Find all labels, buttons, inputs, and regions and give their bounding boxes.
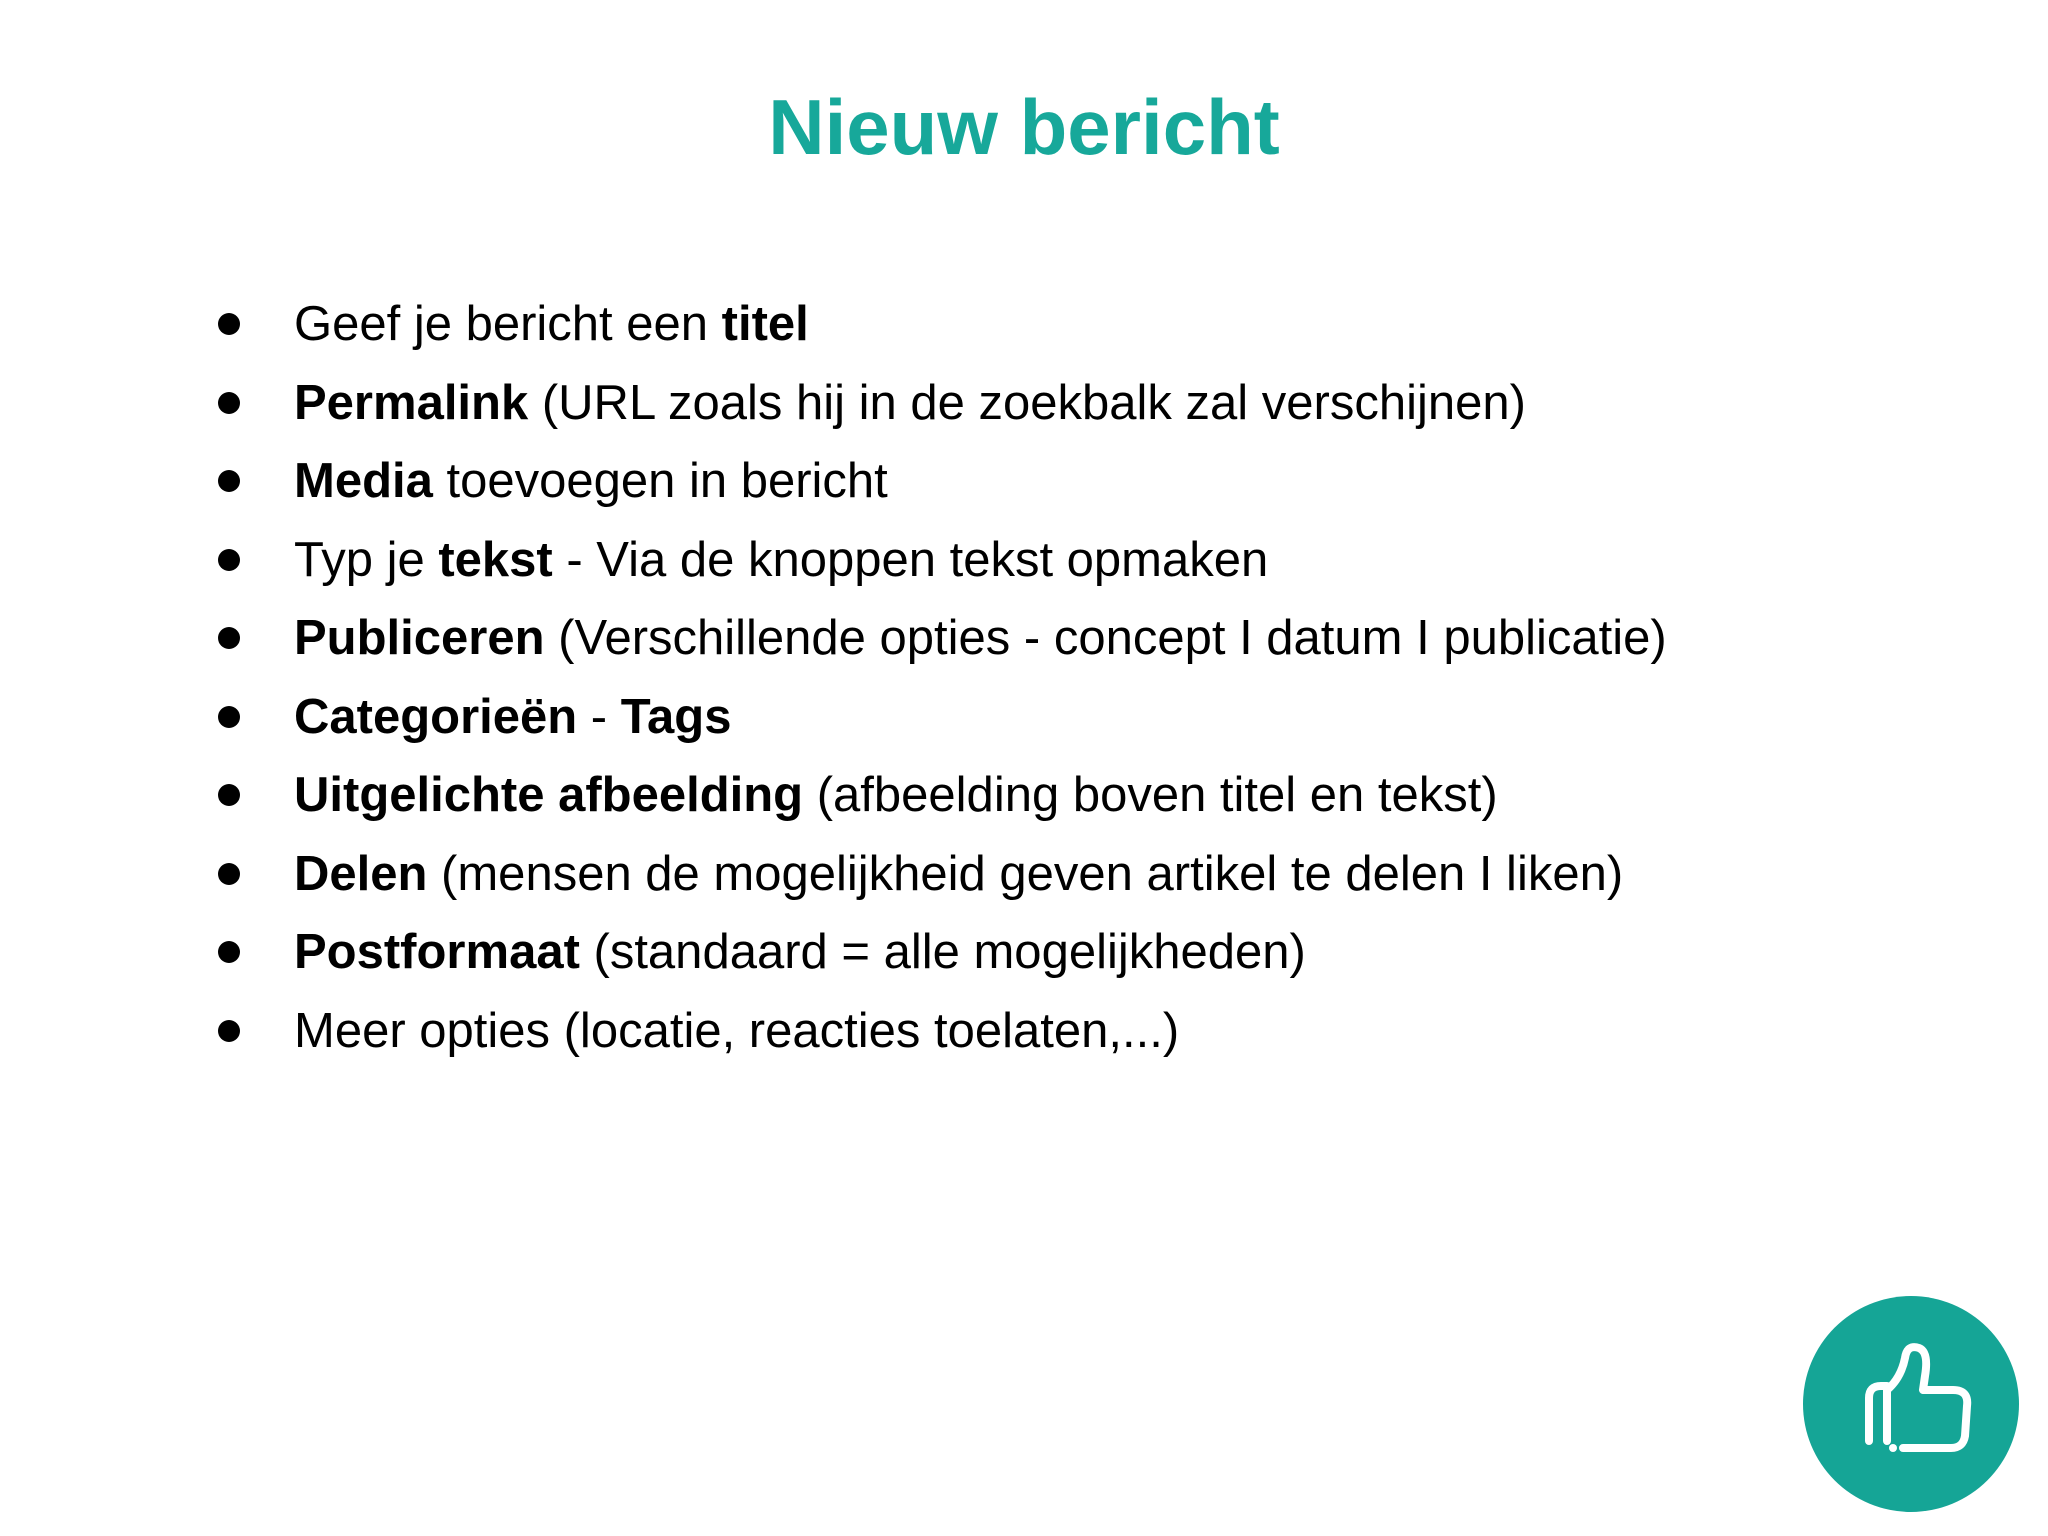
bullet-bold-label: Delen <box>294 846 428 901</box>
bullet-text <box>294 678 731 757</box>
bullet-list <box>210 285 1950 1070</box>
bullet-icon <box>218 392 240 414</box>
slide-title: Nieuw bericht <box>768 83 1280 171</box>
bullet-text <box>294 285 809 364</box>
bullet-plain-text: (Verschillende opties - concept I datum I publicatie) <box>544 611 1667 665</box>
bullet-plain-text: (afbeelding boven titel en tekst) <box>803 768 1498 822</box>
bullet-plain-text: - <box>577 689 621 744</box>
bullet-icon <box>218 863 240 885</box>
bullet-text <box>294 835 1623 914</box>
bullet-plain-text: Typ je <box>294 532 439 587</box>
bullet-text <box>294 599 1667 678</box>
bullet-after-text: - Via de knoppen tekst opmaken <box>552 532 1269 587</box>
bullet-bold-label: Categorieën <box>294 689 578 744</box>
bullet-icon <box>218 313 240 335</box>
bullet-icon <box>218 627 240 649</box>
bullet-plain-text: (mensen de mogelijkheid geven artikel te delen I liken) <box>427 846 1624 901</box>
bullet-icon <box>218 549 240 571</box>
bullet-text <box>294 913 1306 992</box>
bullet-bold-end: tekst <box>438 532 553 587</box>
list-item <box>210 992 1950 1071</box>
list-item <box>210 835 1950 914</box>
list-item <box>210 678 1950 757</box>
list-item <box>210 364 1950 443</box>
bullet-text <box>294 992 1179 1071</box>
bullet-plain-text: (URL zoals hij in de zoekbalk zal verschijnen) <box>528 375 1526 430</box>
bullet-icon <box>218 1020 240 1042</box>
bullet-bold-label: Publiceren <box>294 611 545 665</box>
list-item <box>210 599 1950 678</box>
bullet-text <box>294 521 1268 600</box>
bullet-plain-text: toevoegen in bericht <box>432 454 888 508</box>
bullet-icon <box>218 784 240 806</box>
bullet-plain-text: Geef je bericht een <box>294 297 722 351</box>
bullet-text <box>294 756 1498 835</box>
list-item <box>210 756 1950 835</box>
list-item <box>210 913 1950 992</box>
bullet-plain-text: (standaard = alle mogelijkheden) <box>579 925 1306 979</box>
bullet-text <box>294 364 1526 443</box>
bullet-bold-label: Postformaat <box>294 925 580 979</box>
bullet-icon <box>218 706 240 728</box>
list-item <box>210 285 1950 364</box>
bullet-bold-label: Permalink <box>294 375 529 430</box>
bullet-text <box>294 442 888 521</box>
bullet-bold-label: Uitgelichte afbeelding <box>294 768 804 822</box>
bullet-bold-end: titel <box>721 297 809 351</box>
bullet-icon <box>218 470 240 492</box>
bullet-bold-end: Tags <box>620 689 732 744</box>
list-item <box>210 442 1950 521</box>
thumbs-up-icon <box>1803 1296 2019 1512</box>
list-item <box>210 521 1950 600</box>
bullet-plain-text: Meer opties (locatie, reacties toelaten,...) <box>294 1003 1180 1058</box>
like-badge <box>1803 1296 2019 1512</box>
bullet-icon <box>218 941 240 963</box>
bullet-bold-label: Media <box>294 454 433 508</box>
